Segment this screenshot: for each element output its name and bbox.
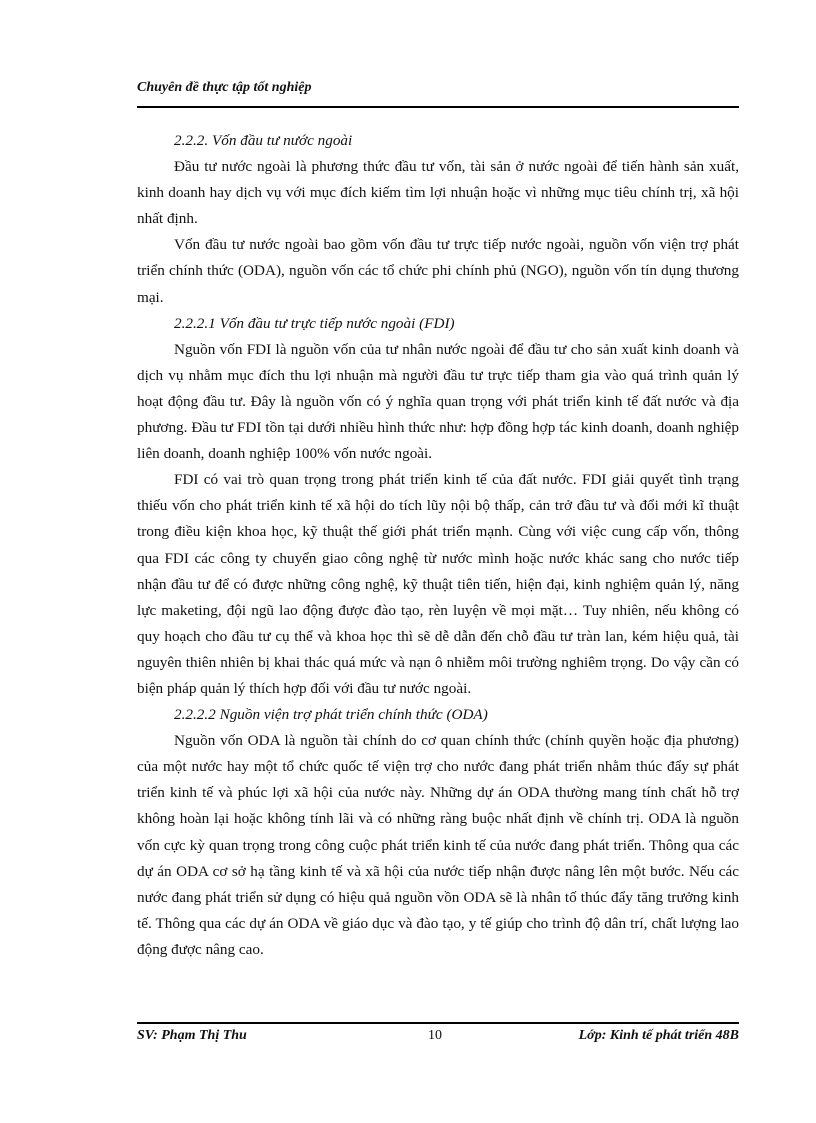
header-divider xyxy=(137,106,739,108)
footer-page-number: 10 xyxy=(428,1028,442,1043)
paragraph: Nguồn vốn ODA là nguồn tài chính do cơ quan chính thức (chính quyền hoặc địa phương) của một nước hay một tổ chức quốc tế viện trợ cho nước đang phát triển nhằm thúc đẩy sự phát triển kinh tế và phúc lợi xã hội của nước này. Những dự án ODA thường mang tính chất hỗ trợ không hoàn lại hoặc không tính lãi và có những ràng buộc nhất định về chính trị. ODA là nguồn vốn cực kỳ quan trọng trong công cuộc phát triển kinh tế của nước đang phát triển. Thông qua các dự án ODA cơ sở hạ tầng kinh tế và xã hội của nước tiếp nhận được nâng lên một bước. Nếu các nước đang phát triển sử dụng có hiệu quả nguồn vồn ODA sẽ là nhân tố thúc đẩy tăng trưởng kinh tế. Thông qua các dự án ODA về giáo dục và đào tạo, y tế giúp cho trình độ dân trí, chất lượng lao động được nâng cao. xyxy=(137,732,739,958)
footer-student-name: SV: Phạm Thị Thu xyxy=(137,1028,247,1043)
footer-class-name: Lớp: Kinh tế phát triển 48B xyxy=(578,1028,739,1043)
page-header-title: Chuyên đề thực tập tốt nghiệp xyxy=(137,80,312,95)
paragraph: Nguồn vốn FDI là nguồn vốn của tư nhân nước ngoài để đầu tư cho sản xuất kinh doanh và dịch vụ nhằm mục đích thu lợi nhuận mà người đầu tư trực tiếp tham gia vào quá trình quản lý hoạt động đầu tư. Đây là nguồn vốn có ý nghĩa quan trọng với phát triển kinh tế đất nước và địa phương. Đầu tư FDI tồn tại dưới nhiều hình thức như: hợp đồng hợp tác kinh doanh, doanh nghiệp liên doanh, doanh nghiệp 100% vốn nước ngoài. xyxy=(137,340,739,463)
section-heading-2-2-2: 2.2.2. Vốn đầu tư nước ngoài xyxy=(174,132,353,149)
section-heading-2-2-2-2: 2.2.2.2 Nguồn viện trợ phát triển chính thức (ODA) xyxy=(174,706,488,724)
paragraph: Đầu tư nước ngoài là phương thức đầu tư vốn, tài sản ở nước ngoài để tiến hành sản xuất, kinh doanh hay dịch vụ với mục đích kiếm tìm lợi nhuận hoặc vì những mục tiêu chính trị, xã hội nhất định. xyxy=(137,158,739,228)
paragraph: Vốn đầu tư nước ngoài bao gồm vốn đầu tư trực tiếp nước ngoài, nguồn vốn viện trợ phát triển chính thức (ODA), nguồn vốn các tổ chức phi chính phủ (NGO), nguồn vốn tín dụng thương mại. xyxy=(137,236,739,306)
footer-divider xyxy=(137,1022,739,1024)
paragraph: FDI có vai trò quan trọng trong phát triển kinh tế của đất nước. FDI giải quyết tình trạng thiếu vốn cho phát triển kinh tế xã hội do tích lũy nội bộ thấp, cản trở đầu tư và đổi mới kĩ thuật trong điều kiện khoa học, kỹ thuật thế giới phát triển mạnh. Cùng với việc cung cấp vốn, thông qua FDI các công ty chuyển giao công nghệ từ nước mình hoặc nước khác sang cho nước tiếp nhận đầu tư để có được những công nghệ, kỹ thuật tiên tiến, hiện đại, kinh nghiệm quản lý, năng lực maketing, đội ngũ lao động được đào tạo, rèn luyện về mọi mặt… Tuy nhiên, nếu không có quy hoạch cho đầu tư cụ thể và khoa học thì sẽ dễ dẫn đến chỗ đầu tư tràn lan, kém hiệu quả, tài nguyên thiên nhiên bị khai thác quá mức và nạn ô nhiễm môi trường nghiêm trọng. Do vậy cần có biện pháp quản lý thích hợp đối với đầu tư nước ngoài. xyxy=(137,471,739,697)
section-heading-2-2-2-1: 2.2.2.1 Vốn đầu tư trực tiếp nước ngoài (FDI) xyxy=(174,314,455,332)
document-body xyxy=(137,128,739,963)
